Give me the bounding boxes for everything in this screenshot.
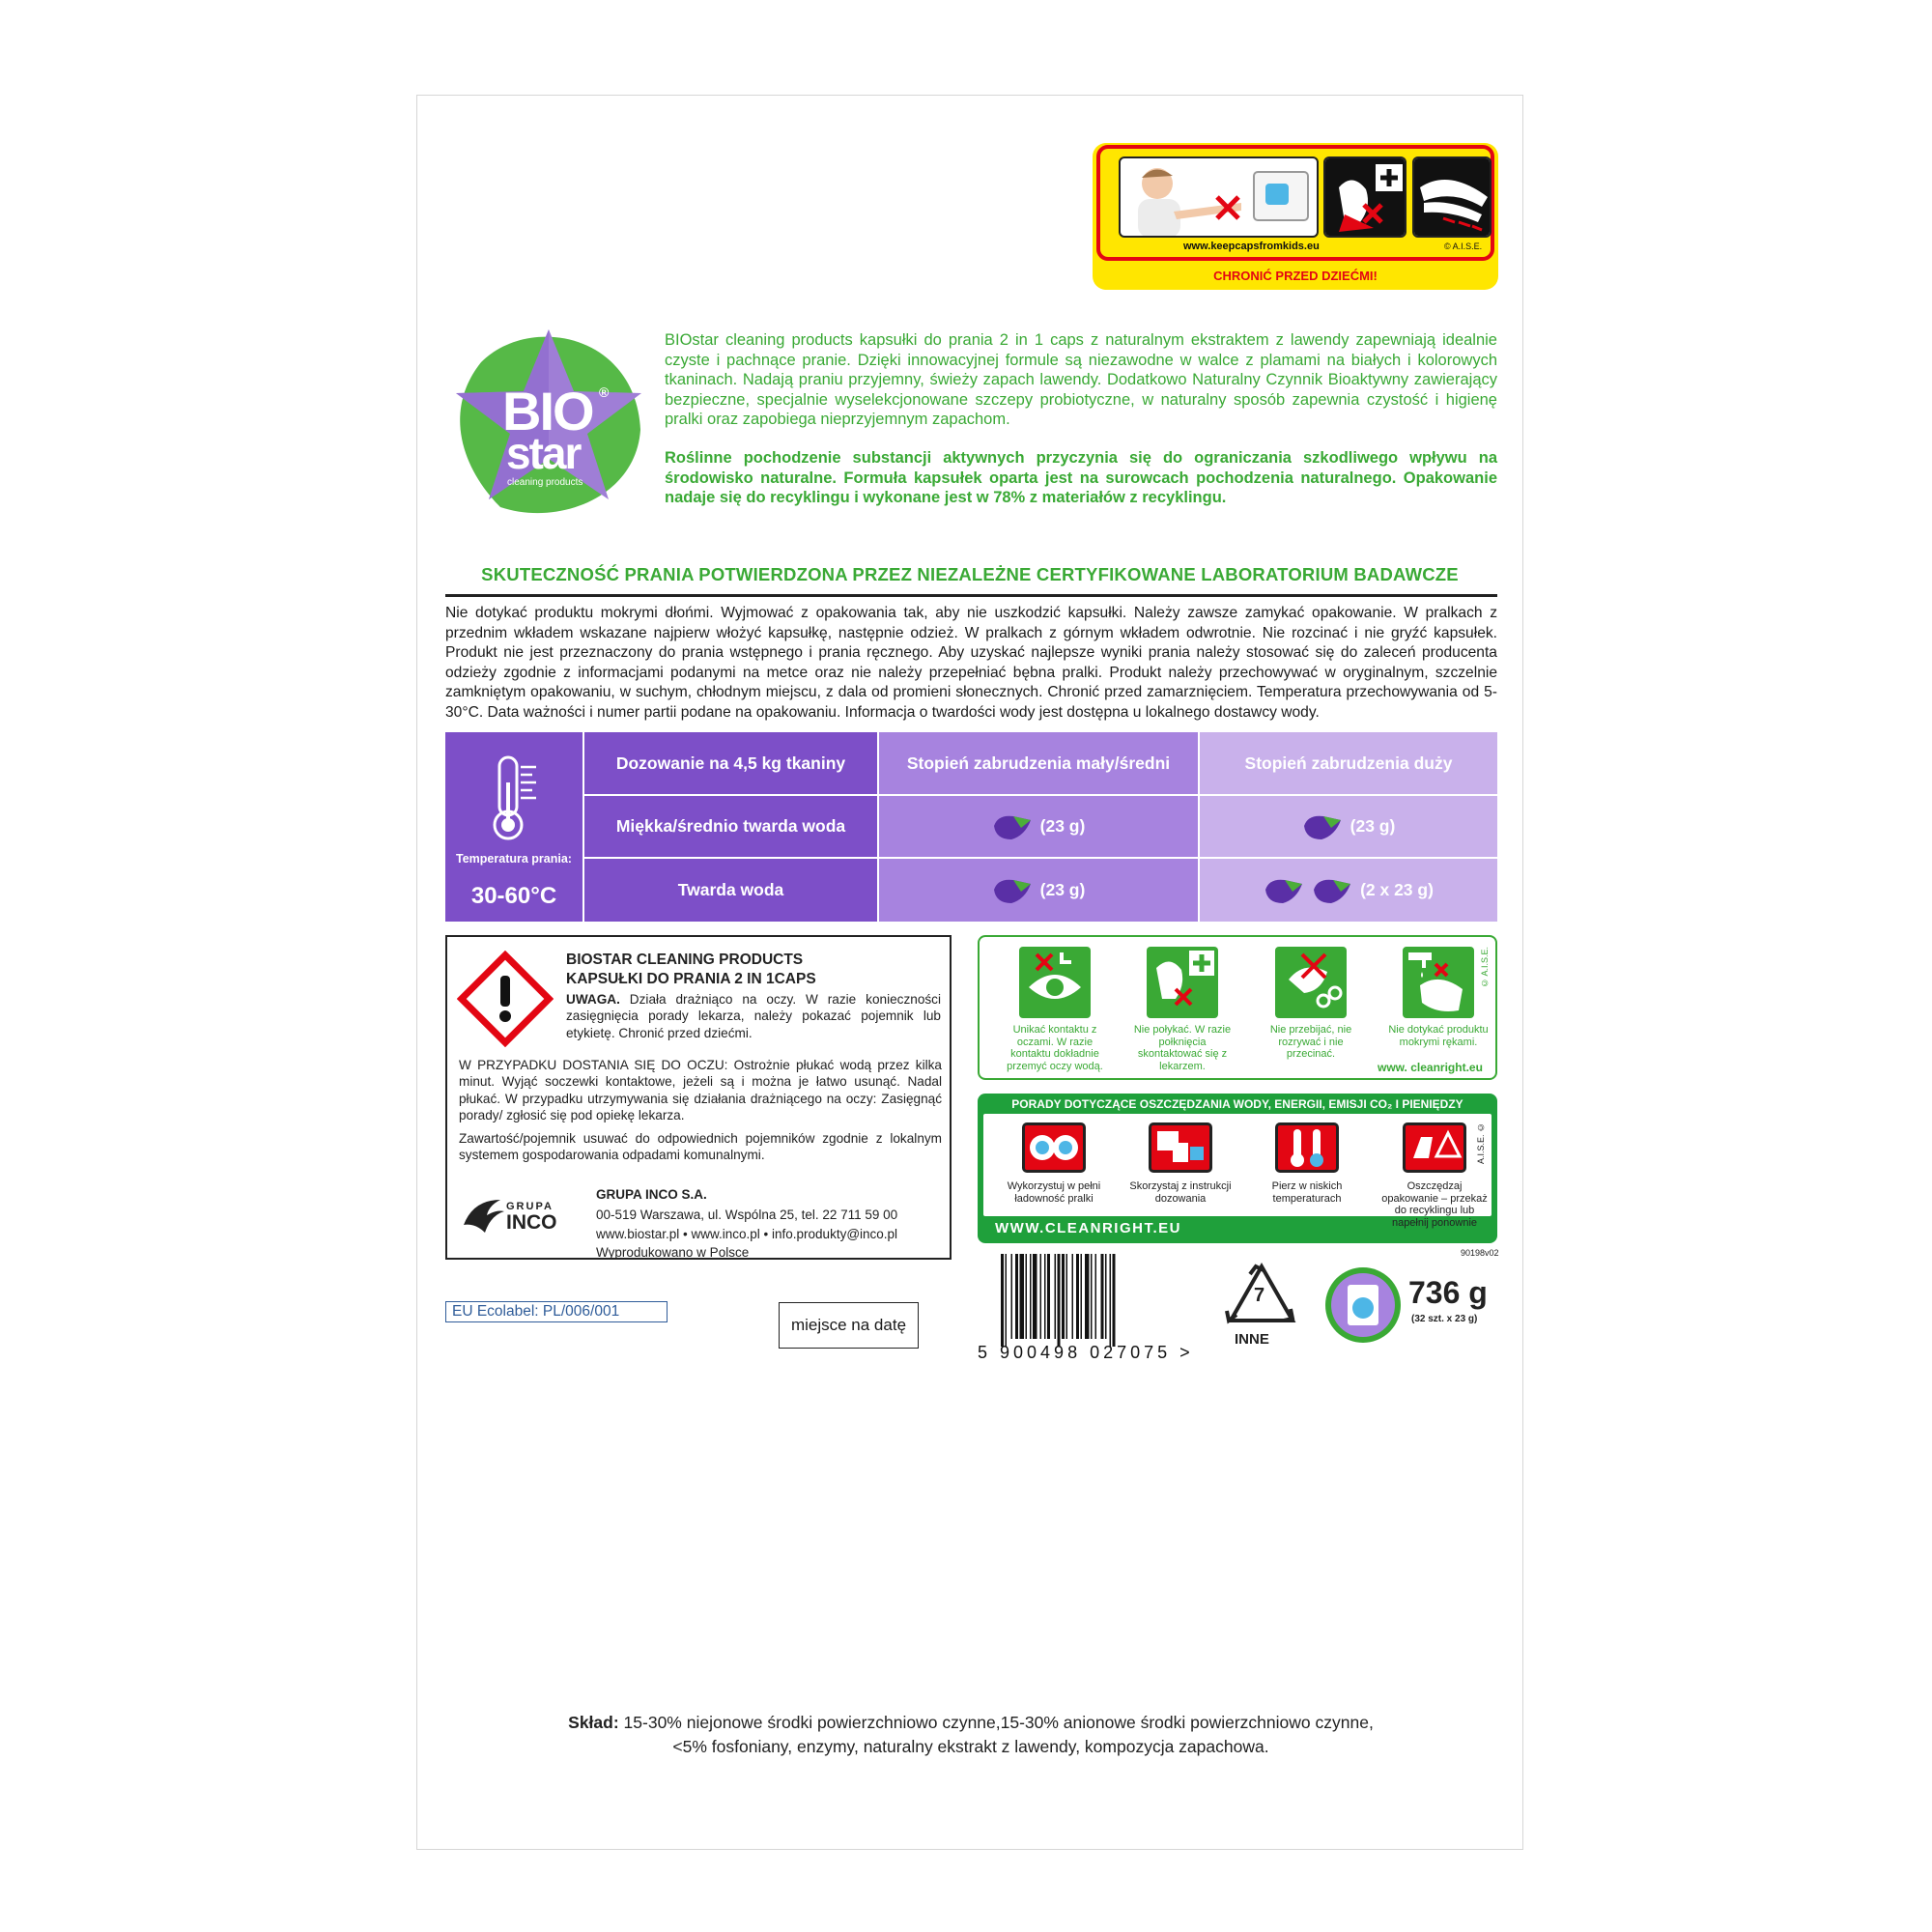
logo-bio: BIO: [502, 381, 593, 441]
safe-use-caption-3: Nie przebijać, nie rozrywać i nie przecinać.: [1269, 1024, 1352, 1060]
eco-tips-aise: A.I.S.E. ©: [1476, 1122, 1486, 1165]
net-weight: 736 g: [1408, 1275, 1488, 1310]
eye-icon: [1019, 947, 1091, 1018]
capsule-icon: [1264, 876, 1304, 905]
table-header-heavy: Stopień zabrudzenia duży: [1200, 732, 1497, 794]
table-header-dosage: Dozowanie na 4,5 kg tkaniny: [584, 732, 877, 794]
hazard-disposal: Zawartość/pojemnik usuwać do odpowiednich pojemników zgodnie z lokalnym systemem gospodarowania odpadami komunalnymi.: [459, 1131, 942, 1163]
no-swallow-icon: [1147, 947, 1218, 1018]
date-placeholder: miejsce na datę: [779, 1302, 919, 1349]
washing-machine-icon: [1331, 1273, 1395, 1337]
product-eco-statement: Roślinne pochodzenie substancji aktywnych przyczynia się do ograniczania szkodliwego wpływu na środowisko naturalne. Formuła kapsułek oparta jest na surowcach pochodzenia naturalnego. Opakowanie nadaje się do recyklingu i wykonane jest w 78% z materiałów z recyklingu.: [665, 449, 1497, 506]
company-name: GRUPA INCO S.A.: [596, 1187, 707, 1202]
company-address: 00-519 Warszawa, ul. Wspólna 25, tel. 22 711 59 00: [596, 1208, 898, 1222]
dose-value: (2 x 23 g): [1360, 880, 1434, 899]
thermometer-icon: [1275, 1122, 1339, 1173]
headline-rule: [445, 594, 1497, 597]
eco-tips-url[interactable]: WWW.CLEANRIGHT.EU: [995, 1220, 1181, 1236]
baby-reaching-icon: [1119, 156, 1319, 238]
row-soft-water-heavy: [1200, 796, 1497, 857]
exclamation-hazard-icon: [457, 951, 554, 1052]
product-description: BIOstar cleaning products kapsułki do prania 2 in 1 caps z naturalnym ekstraktem z lawendy zapewniają idealnie czyste i pachnące pranie. Dzięki innowacyjnej formule są niezawodne w walce z plamami na białych i kolorowych tkaninach. Nadają praniu przyjemny, świeży zapach lawendy. Dodatkowo Naturalny Czynnik Bioaktywny zawierający bezpieczne, specjalnie wyselekcjonowane szczepy probiotyczne, w naturalny sposób zapewnia czystość i higienę pralki oraz zapobiega nieprzyjemnym zapachom.: [665, 331, 1497, 428]
eco-tip-caption-1: Wykorzystuj w pełni ładowność pralki: [1007, 1180, 1101, 1205]
eco-tip-caption-3: Pierz w niskich temperaturach: [1271, 1180, 1343, 1205]
hazard-uwaga: UWAGA.: [566, 992, 620, 1007]
inco-logo-top: GRUPA: [506, 1201, 554, 1212]
capsule-icon: [992, 876, 1033, 905]
temperature-value: 30-60°C: [470, 883, 557, 909]
keep-caps-warning: CHRONIĆ PRZED DZIEĆMI!: [1213, 269, 1378, 283]
ingredients-label: Skład:: [568, 1713, 619, 1732]
dose-value: (23 g): [1350, 816, 1396, 836]
temperature-label: Temperatura prania:: [456, 852, 572, 866]
efficacy-headline: SKUTECZNOŚĆ PRANIA POTWIERDZONA PRZEZ NIEZALEŻNE CERTYFIKOWANE LABORATORIUM BADAWCZE: [481, 564, 1459, 584]
eco-tip-caption-4: Oszczędzaj opakowanie – przekaż do recyklingu lub napełnij ponownie: [1381, 1180, 1488, 1229]
safe-use-aise: © A.I.S.E.: [1480, 947, 1490, 988]
barcode-number: 5 900498 027075 >: [978, 1343, 1194, 1362]
row-hard-water-normal: [879, 859, 1198, 922]
keep-caps-url[interactable]: www.keepcapsfromkids.eu: [1183, 241, 1320, 252]
grupa-inco-logo: [462, 1196, 506, 1239]
safe-use-caption-1: Unikać kontaktu z oczami. W razie kontaktu dokładnie przemyć oczy wodą.: [1007, 1024, 1103, 1072]
thermometer-icon: [490, 753, 542, 847]
dose-value: (23 g): [1039, 816, 1086, 836]
capsule-icon: [992, 812, 1033, 841]
hazard-warning-text: Działa drażniąco na oczy. W razie konieczności zasięgnięcia porady lekarza, należy pokazać pojemnik lub etykietę. Chronić przed dziećmi.: [566, 992, 941, 1040]
made-in: Wyprodukowano w Polsce: [596, 1245, 750, 1260]
barcode: [997, 1252, 1190, 1349]
logo-tagline: cleaning products: [507, 477, 583, 488]
capsule-icon: [1302, 812, 1343, 841]
eco-tip-caption-2: Skorzystaj z instrukcji dozowania: [1129, 1180, 1232, 1205]
logo-reg: ®: [599, 384, 610, 400]
table-header-normal: Stopień zabrudzenia mały/średni: [879, 732, 1198, 794]
recycle-label: INNE: [1235, 1331, 1269, 1348]
ingredients: [444, 1711, 1497, 1759]
recycle-number: 7: [1254, 1285, 1265, 1306]
no-cut-icon: [1275, 947, 1347, 1018]
safe-use-url[interactable]: www. cleanright.eu: [1378, 1061, 1483, 1074]
net-weight-detail: (32 szt. x 23 g): [1411, 1314, 1478, 1324]
usage-instructions: Nie dotykać produktu mokrymi dłońmi. Wyjmować z opakowania tak, aby nie uszkodzić kapsułki. Należy zawsze zamykać opakowanie. W pralkach z przednim wkładem wskazane najpierw włożyć kapsułkę, następnie odzież. W pralkach z górnym wkładem odwrotnie. Nie rozcinać i nie gryźć kapsułek. Produkt nie jest przeznaczony do prania wstępnego i prania ręcznego. Aby uzyskać najlepsze wyniki prania należy stosować się do zaleceń producenta odzieży zgodnie z informacjami podanymi na metce oraz nie należy przepełniać bębna pralki. Produkt należy przechowywać w oryginalnym, szczelnie zamkniętym opakowaniu, w suchym, chłodnym miejscu, z dala od promieni słonecznych. Chronić przed zamarznięciem. Temperatura przechowywania od 5-30°C. Data ważności i numer partii podane na opakowaniu. Informacja o twardości wody jest dostępna u lokalnego dostawcy wody.: [445, 605, 1497, 721]
dose-value: (23 g): [1039, 880, 1086, 899]
wash-hands-icon: [1412, 156, 1492, 238]
safe-use-caption-2: Nie połykać. W razie połknięcia skontaktować się z lekarzem.: [1133, 1024, 1232, 1072]
eu-ecolabel: EU Ecolabel: PL/006/001: [445, 1301, 668, 1322]
recycle-icon: [1403, 1122, 1466, 1173]
company-web[interactable]: www.biostar.pl • www.inco.pl • info.produkty@inco.pl: [596, 1227, 898, 1241]
row-hard-water-label: Twarda woda: [584, 859, 877, 922]
full-load-icon: [1022, 1122, 1086, 1173]
inco-logo-bottom: INCO: [506, 1211, 557, 1234]
hazard-eyes: W PRZYPADKU DOSTANIA SIĘ DO OCZU: Ostrożnie płukać wodą przez kilka minut. Wyjąć soczewki kontaktowe, jeżeli są i można je łatwo usunąć. Nadal płukać. W przypadku utrzymywania się działania drażniącego na oczy: Zasięgnąć porady/ zgłosić się pod opiekę lekarza.: [459, 1058, 942, 1123]
logo-star: star: [506, 428, 581, 478]
eco-tips-title: PORADY DOTYCZĄCE OSZCZĘDZANIA WODY, ENERGII, EMISJI CO₂ I PIENIĘDZY: [1011, 1097, 1463, 1111]
wet-hands-icon: [1403, 947, 1474, 1018]
keep-caps-copyright: © A.I.S.E.: [1444, 242, 1483, 251]
capsule-icon: [1312, 876, 1352, 905]
ingredients-line-1: [444, 1711, 1497, 1735]
row-soft-water-normal: [879, 796, 1198, 857]
hazard-title-1: BIOSTAR CLEANING PRODUCTS: [566, 952, 804, 968]
print-code: 90198v02: [1461, 1248, 1499, 1258]
hazard-warning: [566, 991, 941, 1041]
ingredients-line-2: <5% fosfoniany, enzymy, naturalny ekstrakt z lawendy, kompozycja zapachowa.: [672, 1737, 1269, 1756]
no-swallow-icon: [1323, 156, 1406, 238]
row-soft-water-label: Miękka/średnio twarda woda: [584, 796, 877, 857]
row-hard-water-heavy: [1200, 859, 1497, 922]
hazard-title-2: KAPSUŁKI DO PRANIA 2 IN 1CAPS: [566, 971, 816, 987]
safe-use-caption-4: Nie dotykać produktu mokrymi rękami.: [1388, 1024, 1489, 1048]
ingredients-text-1: 15-30% niejonowe środki powierzchniowo czynne,15-30% anionowe środki powierzchniowo czynne,: [618, 1713, 1374, 1732]
dosing-icon: [1149, 1122, 1212, 1173]
